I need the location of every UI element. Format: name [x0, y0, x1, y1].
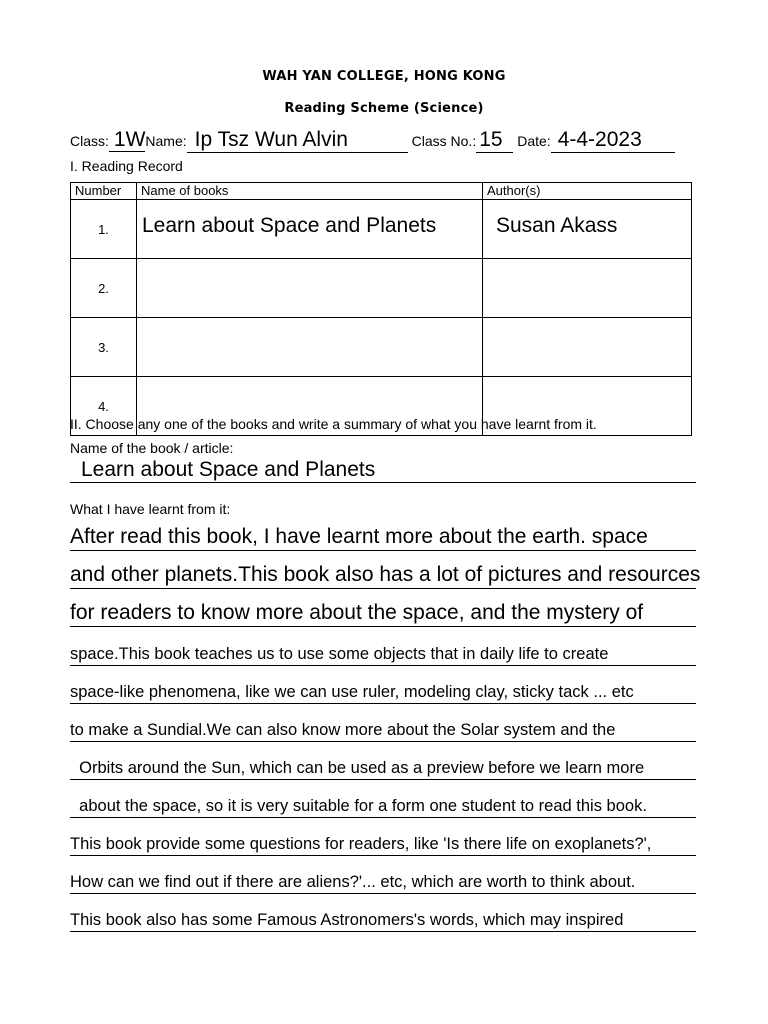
table-row: [71, 318, 692, 377]
summary-line: space-like phenomena, like we can use ruler, modeling clay, sticky tack ... etc: [70, 681, 696, 704]
date-field: [551, 128, 675, 153]
header-number: Number: [71, 183, 137, 200]
date-label: Date:: [517, 133, 551, 149]
classno-field: [476, 128, 513, 153]
date-value: 4-4-2023: [557, 128, 642, 151]
class-label: Class:: [70, 133, 109, 149]
info-line: [70, 128, 675, 153]
name-label: Name:: [145, 133, 187, 149]
name-field: [187, 128, 408, 153]
class-value: 1W: [109, 128, 146, 152]
row-number: 1.: [71, 200, 137, 259]
header-author: Author(s): [483, 183, 692, 200]
row-author: Susan Akass: [483, 200, 692, 259]
school-name: WAH YAN COLLEGE, HONG KONG: [262, 69, 506, 84]
summary-line: This book provide some questions for readers, like 'Is there life on exoplanets?',: [70, 833, 696, 856]
summary-line: for readers to know more about the space, and the mystery of: [70, 600, 696, 627]
summary-line: and other planets.This book also has a lot of pictures and resources: [70, 562, 696, 589]
row-author: [483, 318, 692, 377]
row-number: 2.: [71, 259, 137, 318]
scheme-title: Reading Scheme (Science): [284, 101, 484, 116]
summary-line: After read this book, I have learnt more about the earth. space: [70, 524, 696, 551]
summary-line: about the space, so it is very suitable for a form one student to read this book.: [70, 795, 696, 818]
book-name-value: Learn about Space and Planets: [81, 458, 376, 481]
row-book: [137, 318, 483, 377]
row-author: [483, 259, 692, 318]
classno-value: 15: [479, 128, 503, 151]
header-book: Name of books: [137, 183, 483, 200]
summary-line: Orbits around the Sun, which can be used as a preview before we learn more: [70, 757, 696, 780]
row-number: 3.: [71, 318, 137, 377]
name-value: Ip Tsz Wun Alvin: [194, 128, 348, 151]
table-row: [71, 200, 692, 259]
section2-instruction: II. Choose any one of the books and write a summary of what you have learnt from it.: [70, 416, 597, 432]
row-book: Learn about Space and Planets: [137, 200, 483, 259]
book-name-field: [70, 458, 696, 483]
reading-record-table: [70, 182, 692, 436]
summary-line: space.This book teaches us to use some objects that in daily life to create: [70, 643, 696, 666]
row-number: 4.: [71, 377, 137, 436]
learnt-label: What I have learnt from it:: [70, 501, 231, 517]
table-row: [71, 259, 692, 318]
summary-line: This book also has some Famous Astronomers's words, which may inspired: [70, 909, 696, 932]
book-label: Name of the book / article:: [70, 440, 234, 456]
summary-line: How can we find out if there are aliens?'... etc, which are worth to think about.: [70, 871, 696, 894]
summary-line: to make a Sundial.We can also know more about the Solar system and the: [70, 719, 696, 742]
classno-label: Class No.:: [411, 133, 477, 149]
table-header-row: [71, 183, 692, 200]
section1-title: I. Reading Record: [70, 158, 183, 174]
row-book: [137, 259, 483, 318]
